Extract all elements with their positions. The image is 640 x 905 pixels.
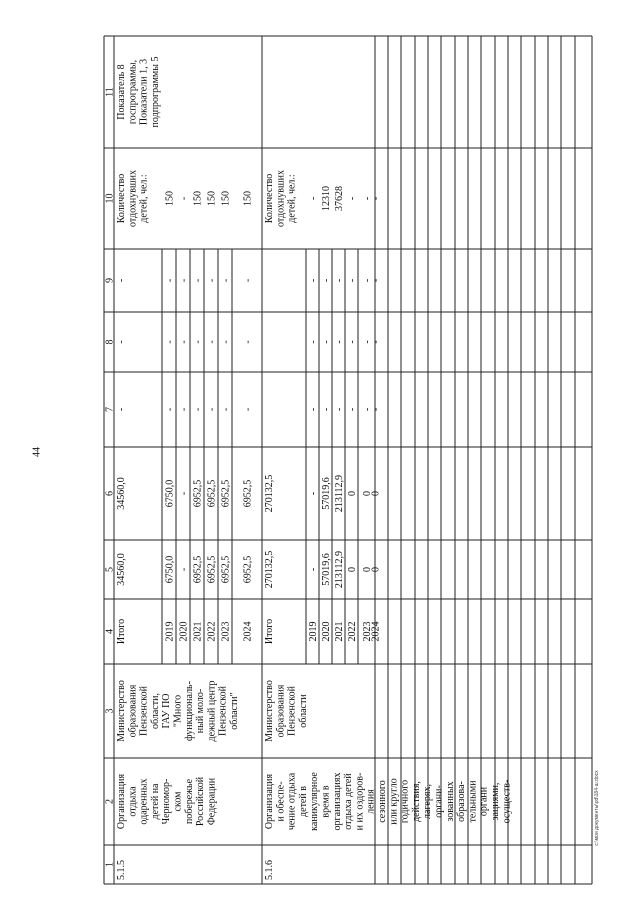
row-5-1-6-name-line: лагерях, [422, 784, 434, 819]
row-5-1-6-v5: 213112,9 [334, 550, 345, 589]
row-5-1-5-indicator-line: детей, чел.: [138, 174, 150, 223]
row-5-1-6-name-line: ления [365, 789, 377, 814]
row-5-1-5-name-line: Организация [116, 773, 127, 830]
column-number-4: 4 [104, 629, 116, 634]
row-5-1-6-year: 2021 [334, 621, 345, 642]
row-5-1-6-v6: 0 [362, 491, 373, 496]
row-5-1-5-name-line: побережье [183, 778, 195, 825]
row-5-1-5-executor-line: функциональ- [183, 681, 195, 741]
row-5-1-6-year: 2022 [347, 621, 358, 642]
footer-file-path: c:\мои документы\pd\184-ш.docx [594, 770, 600, 846]
row-5-1-6-v9: - [308, 278, 319, 283]
row-5-1-5-total-v9: - [116, 278, 127, 283]
row-5-1-5-v6: - [178, 491, 190, 496]
row-5-1-5-v6: 6750,0 [164, 479, 176, 508]
row-5-1-6-v6: 213112,9 [334, 474, 345, 513]
column-number-5: 5 [104, 567, 116, 572]
row-5-1-5-v9: - [206, 278, 218, 283]
row-5-1-6-v7: - [347, 407, 358, 412]
column-number-10: 10 [104, 193, 116, 204]
row-5-1-5-v8: - [164, 340, 176, 344]
row-5-1-5-v6: 6952,5 [220, 479, 232, 508]
row-5-1-6-v5: 0 [370, 567, 382, 572]
row-5-1-5-v8: - [178, 340, 190, 344]
row-5-1-5-total-v6: 34560,0 [116, 477, 127, 510]
row-5-1-6-v10: 37628 [334, 186, 345, 211]
row-5-1-5-total-v5: 34560,0 [116, 553, 127, 586]
row-5-1-6-name-line: органи [478, 786, 490, 817]
row-5-1-6-name-line: образова- [456, 781, 468, 822]
row-5-1-6-v8: - [321, 340, 332, 344]
row-5-1-5-v8: - [242, 340, 254, 344]
row-5-1-6-name-line: и их оздоров- [354, 772, 366, 831]
row-5-1-5-v8: - [192, 340, 204, 344]
row-5-1-6-v8: - [362, 340, 373, 344]
row-5-1-5-executor-line: дежный центр [206, 680, 218, 742]
row-5-1-5-v5: 6952,5 [220, 555, 232, 584]
row-5-1-6-name-line: зованных [444, 781, 456, 822]
row-5-1-5-v5: 6952,5 [242, 555, 254, 584]
row-5-1-5-executor-line: образования [127, 684, 139, 738]
column-number-8: 8 [104, 339, 116, 345]
row-5-1-5-indicator-line: отдохнувших [127, 169, 139, 228]
row-5-1-6-v10: 12310 [321, 186, 332, 211]
row-5-1-5-v7: - [164, 407, 176, 412]
column-number-6: 6 [104, 491, 116, 496]
row-5-1-5-v8: - [220, 340, 232, 344]
row-5-1-5-total-v7: - [116, 407, 127, 412]
row-5-1-5-v10: 150 [164, 191, 176, 206]
row-5-1-5-total-v8: - [116, 340, 127, 344]
row-5-1-5-executor-line: Пензенской [138, 686, 150, 736]
row-5-1-5-goal-line: подпрограммы 5 [149, 56, 161, 128]
row-5-1-6-name-line: детей в [297, 786, 309, 817]
row-5-1-5-name-line: Черномор- [161, 778, 173, 825]
row-5-1-5-v9: - [164, 278, 176, 283]
row-5-1-6-executor-line: Пензенской [286, 686, 298, 736]
row-5-1-6-v6: 0 [347, 491, 358, 496]
row-5-1-6-v6: - [308, 491, 319, 496]
row-5-1-5-v6: 6952,5 [242, 479, 254, 508]
row-5-1-6-name-line: и обеспе- [275, 781, 287, 822]
row-5-1-5-v7: - [220, 407, 232, 412]
row-5-1-6-name-line: действия, [410, 781, 422, 822]
row-5-1-6-name-line: организациях [331, 772, 343, 831]
table-grid [104, 36, 592, 884]
row-5-1-6-year: 2020 [321, 621, 332, 642]
row-5-1-5-v10: - [178, 196, 190, 201]
row-5-1-6-name-line: органи- [433, 785, 445, 818]
row-5-1-6-v8: - [370, 340, 382, 344]
row-5-1-5-name-line: детей на [149, 783, 161, 820]
row-5-1-5-year: 2023 [220, 621, 232, 642]
row-5-1-5-year: 2019 [164, 621, 176, 642]
row-5-1-6-name-line: каникулярное [309, 772, 321, 831]
column-number-9: 9 [104, 278, 116, 283]
row-5-1-6-v10: - [370, 196, 382, 201]
row-5-1-5-goal-line: Показатель 8 [116, 64, 127, 120]
row-5-1-5-name-line: ском [172, 791, 184, 812]
row-5-1-6-indicator-line: отдохнувших [275, 169, 287, 228]
row-5-1-6-name-line: зациями, [490, 782, 501, 821]
row-5-1-6-v6: 57019,6 [321, 477, 332, 510]
row-5-1-6-v9: - [362, 278, 373, 283]
row-5-1-5-v9: - [242, 278, 254, 283]
row-5-1-6-v8: - [334, 340, 345, 344]
row-5-1-5-v10: 150 [220, 191, 232, 206]
row-5-1-5-year: 2020 [178, 621, 190, 642]
row-5-1-6-executor-line: образования [275, 684, 287, 738]
row-5-1-5-v7: - [242, 407, 254, 412]
row-5-1-5-year: 2021 [192, 621, 204, 642]
row-5-1-6-v7: - [321, 407, 332, 412]
row-5-1-6-total-label: Итого [264, 618, 275, 645]
row-5-1-5-v7: - [206, 407, 218, 412]
row-5-1-5-v5: - [178, 567, 190, 572]
row-5-1-5-executor-line: области" [229, 692, 240, 730]
row-5-1-5-executor-line: ГАУ ПО [161, 693, 173, 729]
row-5-1-6-indicator-line: Количество [264, 173, 275, 224]
row-5-1-5-name-line: одаренных [138, 778, 150, 825]
row-5-1-5-v10: 150 [242, 191, 254, 206]
row-5-1-6-indicator-line: детей, чел.: [286, 174, 298, 223]
row-5-1-6-v7: - [334, 407, 345, 412]
row-5-1-5-goal-line: Показатели 1, 3 [138, 58, 150, 126]
row-5-1-6-executor-line: области [297, 694, 309, 728]
row-5-1-6-year: 2023 [362, 621, 373, 642]
row-5-1-6-v7: - [308, 407, 319, 412]
column-number-3: 3 [104, 708, 116, 714]
row-5-1-6-total-v5: 270132,5 [264, 550, 275, 589]
row-5-1-6-v5: 0 [347, 567, 358, 572]
row-5-1-6-id: 5.1.6 [264, 860, 275, 880]
row-5-1-6-name-line: время в [320, 785, 332, 818]
row-5-1-6-executor-line: Министерство [264, 680, 275, 742]
row-5-1-6-year: 2019 [308, 621, 319, 642]
row-5-1-5-v7: - [192, 407, 204, 412]
row-5-1-6-total-v6: 270132,5 [264, 474, 275, 513]
row-5-1-6-v9: - [334, 278, 345, 283]
row-5-1-6-v6: 0 [370, 491, 382, 496]
row-5-1-5-executor-line: ный моло- [195, 688, 207, 734]
row-5-1-5-executor-line: Пензенской [217, 686, 229, 736]
row-5-1-5-v10: 150 [206, 191, 218, 206]
row-5-1-5-v7: - [178, 407, 190, 412]
row-5-1-6-v8: - [308, 340, 319, 344]
row-5-1-5-id: 5.1.5 [116, 860, 127, 880]
row-5-1-6-v9: - [347, 278, 358, 283]
row-5-1-5-executor-line: "Много [172, 694, 184, 728]
row-5-1-6-name-line: осуществ- [501, 779, 513, 824]
row-5-1-5-v10: 150 [192, 191, 204, 206]
row-5-1-5-v6: 6952,5 [206, 479, 218, 508]
row-5-1-6-name-line: отдыха детей [343, 773, 355, 830]
table-cells [105, 57, 513, 880]
column-number-1: 1 [104, 862, 116, 867]
row-5-1-6-v5: - [308, 567, 319, 572]
row-5-1-5-year: 2024 [242, 621, 254, 642]
row-5-1-5-indicator-line: Количество [116, 173, 127, 224]
row-5-1-5-name-line: Российской [195, 776, 207, 827]
row-5-1-5-name-line: Федерации [206, 777, 218, 826]
column-number-11: 11 [104, 87, 116, 97]
row-5-1-6-v9: - [370, 278, 382, 283]
row-5-1-5-v5: 6750,0 [164, 555, 176, 584]
column-number-2: 2 [104, 799, 116, 804]
row-5-1-5-goal-line: госпрограммы, [127, 59, 139, 125]
row-5-1-6-v10: - [347, 196, 358, 201]
row-5-1-5-v5: 6952,5 [192, 555, 204, 584]
row-5-1-5-total-label: Итого [116, 618, 127, 645]
row-5-1-5-executor-line: Министерство [116, 680, 127, 742]
row-5-1-6-name-line: сезонного [377, 780, 388, 823]
row-5-1-6-name-line: годичного [399, 779, 411, 824]
row-5-1-6-v7: - [370, 407, 382, 412]
row-5-1-6-year: 2024 [370, 621, 382, 642]
row-5-1-5-v5: 6952,5 [206, 555, 218, 584]
page-number: 44 [31, 447, 43, 457]
row-5-1-6-v7: - [362, 407, 373, 412]
row-5-1-6-v5: 0 [362, 567, 373, 572]
row-5-1-6-name-line: или кругло [388, 778, 400, 825]
row-5-1-5-v9: - [192, 278, 204, 283]
column-number-7: 7 [104, 407, 116, 412]
row-5-1-6-v8: - [347, 340, 358, 344]
row-5-1-6-v10: - [308, 196, 319, 201]
row-5-1-5-v9: - [178, 278, 190, 283]
row-5-1-5-executor-line: области, [149, 693, 161, 729]
row-5-1-6-v10: - [362, 196, 373, 201]
row-5-1-5-v6: 6952,5 [192, 479, 204, 508]
row-5-1-5-v8: - [206, 340, 218, 344]
row-5-1-6-name-line: тельными [467, 780, 479, 823]
row-5-1-6-name-line: Организация [264, 773, 275, 830]
row-5-1-6-v9: - [321, 278, 332, 283]
row-5-1-6-name-line: чение отдыха [286, 772, 298, 831]
row-5-1-5-year: 2022 [206, 621, 218, 642]
row-5-1-6-v5: 57019,6 [321, 553, 332, 586]
row-5-1-5-v9: - [220, 278, 232, 283]
row-5-1-5-name-line: отдыха [127, 786, 139, 817]
